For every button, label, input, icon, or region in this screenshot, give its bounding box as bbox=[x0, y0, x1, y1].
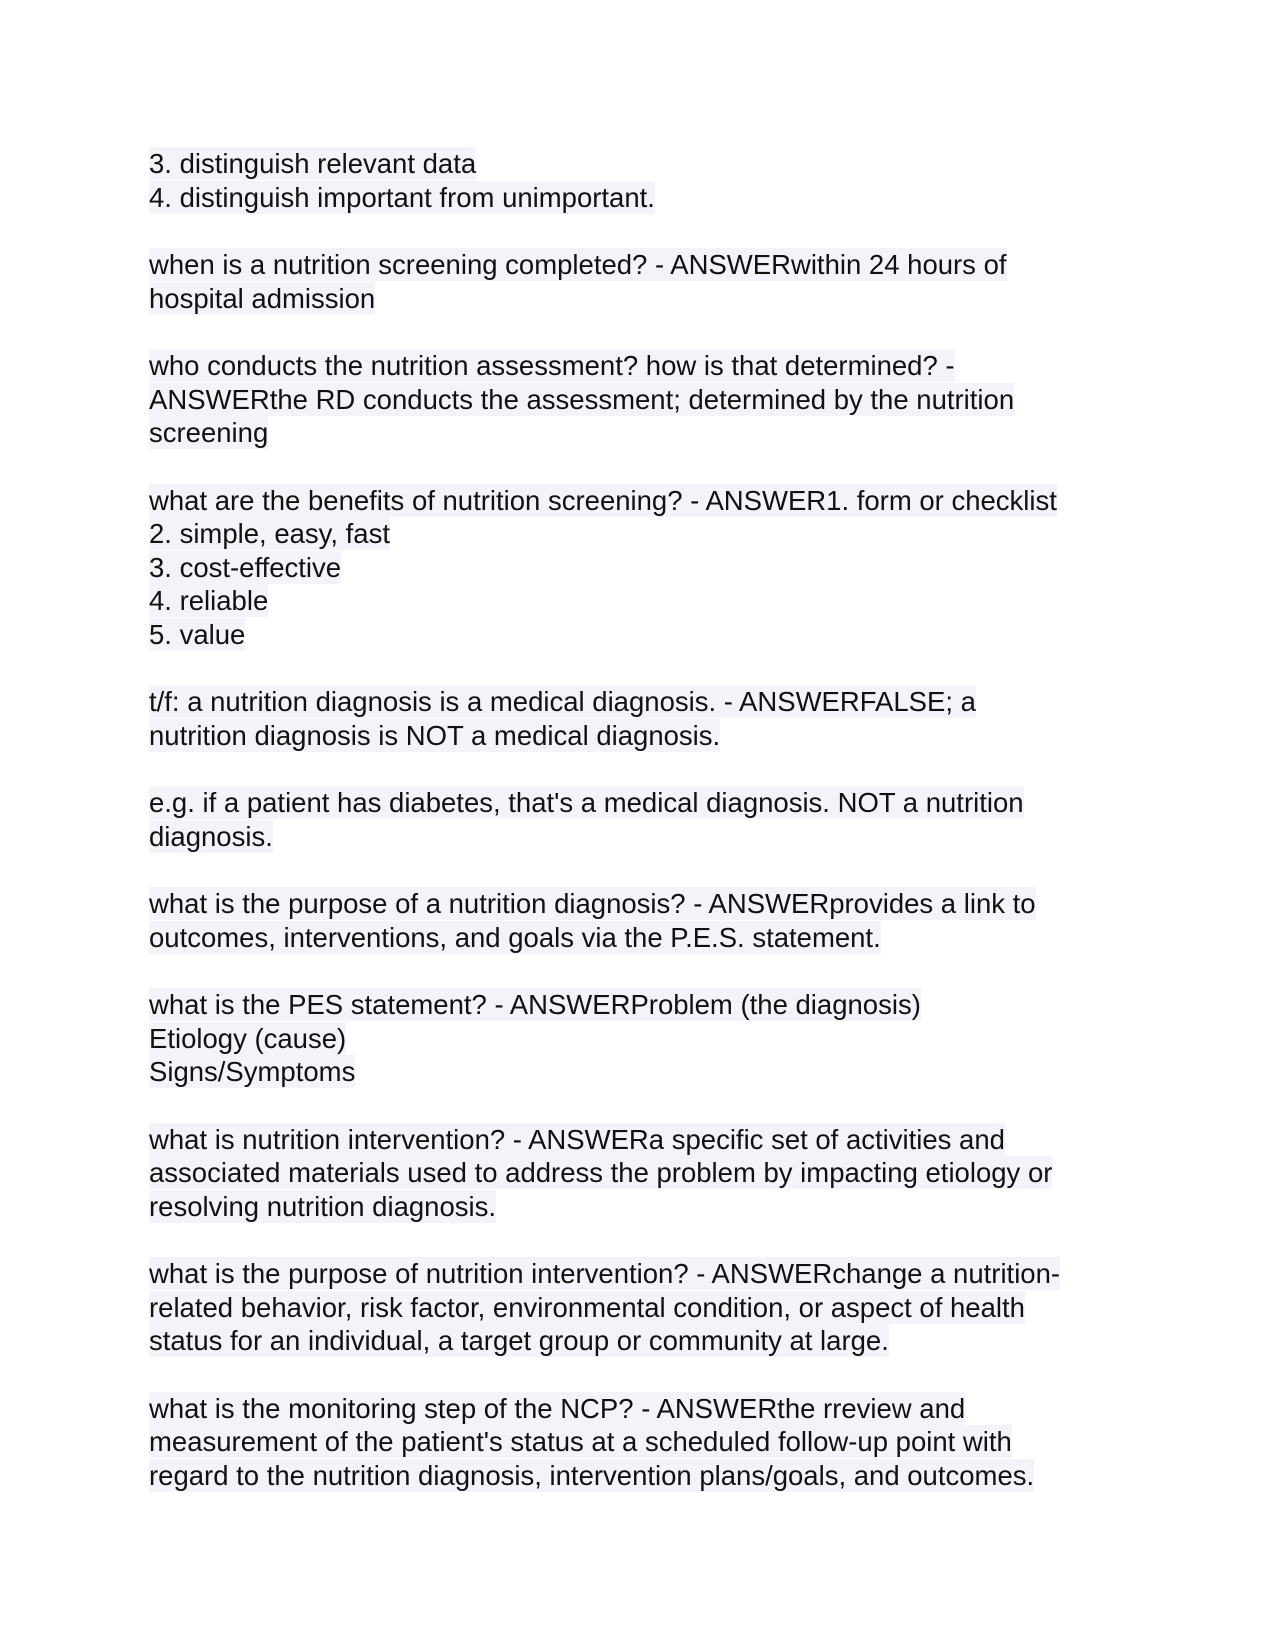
text-line: what are the benefits of nutrition screening? - ANSWER1. form or checklist bbox=[149, 484, 1057, 516]
text-line: 2. simple, easy, fast bbox=[149, 518, 390, 549]
qa-item bbox=[149, 349, 1149, 450]
paragraph bbox=[149, 147, 1149, 214]
text-line: related behavior, risk factor, environmental condition, or aspect of health bbox=[149, 1291, 1025, 1323]
qa-item bbox=[149, 1257, 1149, 1358]
text-line: what is the monitoring step of the NCP? - ANSWERthe rreview and bbox=[149, 1392, 966, 1424]
text-line: what is the purpose of nutrition intervention? - ANSWERchange a nutrition- bbox=[149, 1258, 1061, 1289]
text-line: Signs/Symptoms bbox=[149, 1056, 356, 1087]
text-line: what is the PES statement? - ANSWERProblem (the diagnosis) bbox=[149, 989, 921, 1020]
text-line: 3. distinguish relevant data bbox=[149, 148, 477, 179]
qa-item bbox=[149, 484, 1149, 652]
text-line: resolving nutrition diagnosis. bbox=[149, 1190, 496, 1222]
text-line: t/f: a nutrition diagnosis is a medical diagnosis. - ANSWERFALSE; a bbox=[149, 686, 976, 717]
document-body bbox=[149, 147, 1149, 1526]
text-line: screening bbox=[149, 417, 269, 448]
qa-item bbox=[149, 248, 1149, 315]
qa-item bbox=[149, 887, 1149, 954]
text-line: status for an individual, a target group or community at large. bbox=[149, 1325, 889, 1356]
text-line: what is nutrition intervention? - ANSWERa specific set of activities and bbox=[149, 1123, 1005, 1155]
paragraph bbox=[149, 786, 1149, 853]
text-line: measurement of the patient's status at a scheduled follow-up point with bbox=[149, 1426, 1012, 1457]
text-line: Etiology (cause) bbox=[149, 1022, 347, 1054]
text-line: outcomes, interventions, and goals via the P.E.S. statement. bbox=[149, 921, 881, 953]
qa-item bbox=[149, 1123, 1149, 1224]
text-line: when is a nutrition screening completed? - ANSWERwithin 24 hours of bbox=[149, 249, 1007, 280]
qa-item bbox=[149, 1392, 1149, 1493]
text-line: regard to the nutrition diagnosis, intervention plans/goals, and outcomes. bbox=[149, 1459, 1035, 1491]
text-line: 3. cost-effective bbox=[149, 551, 342, 583]
qa-item bbox=[149, 988, 1149, 1089]
text-line: what is the purpose of a nutrition diagnosis? - ANSWERprovides a link to bbox=[149, 888, 1036, 919]
text-line: diagnosis. bbox=[149, 820, 273, 852]
text-line: nutrition diagnosis is NOT a medical diagnosis. bbox=[149, 719, 721, 751]
text-line: 4. reliable bbox=[149, 585, 269, 616]
text-line: associated materials used to address the problem by impacting etiology or bbox=[149, 1157, 1053, 1188]
qa-item bbox=[149, 685, 1149, 752]
text-line: 5. value bbox=[149, 618, 246, 650]
text-line: ANSWERthe RD conducts the assessment; determined by the nutrition bbox=[149, 383, 1015, 415]
text-line: who conducts the nutrition assessment? how is that determined? - bbox=[149, 350, 955, 381]
text-line: hospital admission bbox=[149, 282, 376, 314]
text-line: 4. distinguish important from unimportant. bbox=[149, 181, 655, 213]
text-line: e.g. if a patient has diabetes, that's a medical diagnosis. NOT a nutrition bbox=[149, 787, 1024, 818]
